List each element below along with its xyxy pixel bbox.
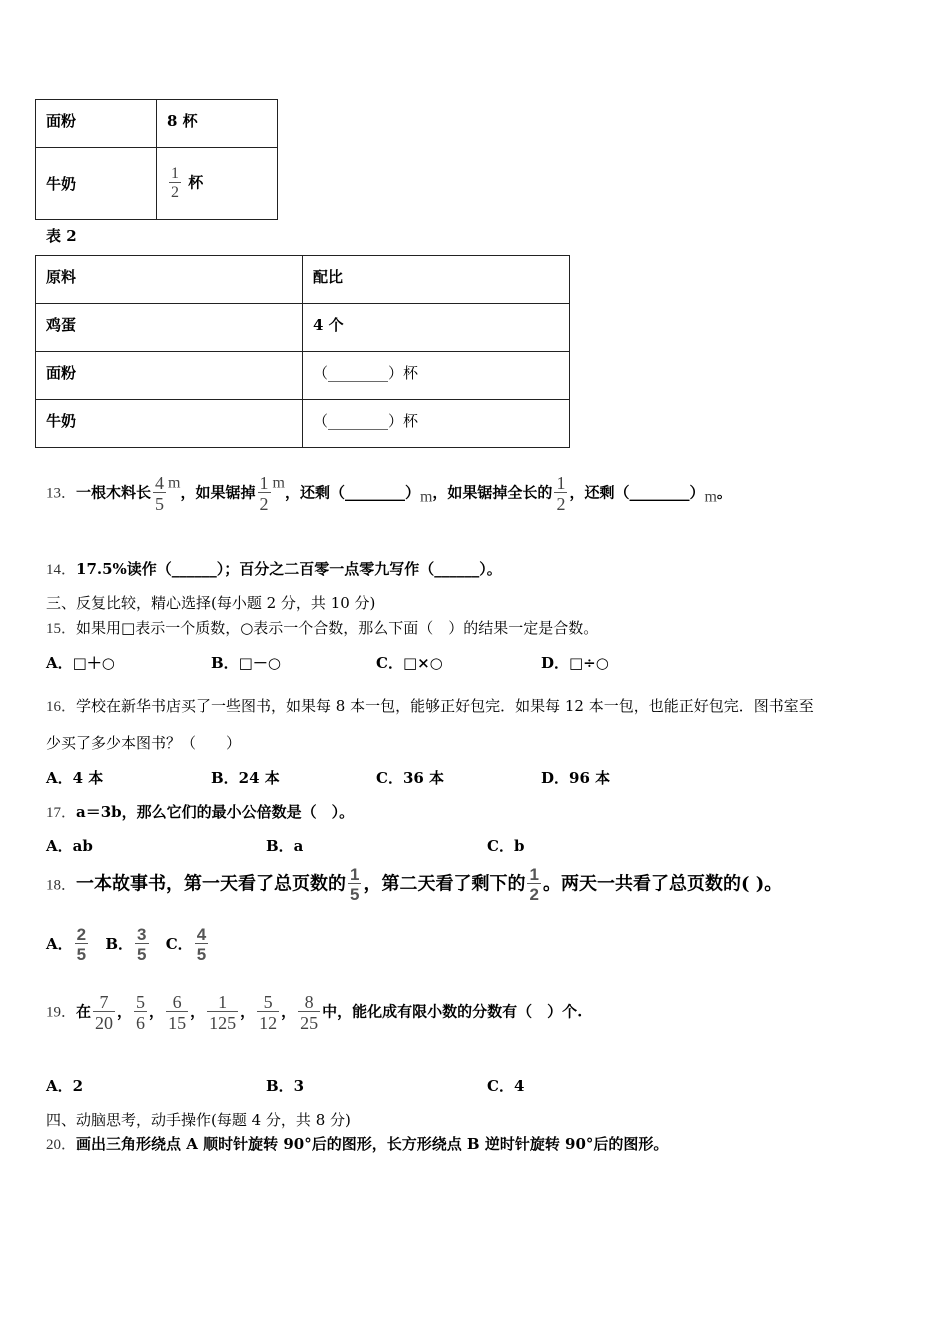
table1-value: 8 杯 xyxy=(157,100,278,148)
section-4-title: 四、动脑思考，动手操作(每题 4 分，共 8 分) xyxy=(46,1111,351,1129)
table2-value: 4 个 xyxy=(303,304,570,352)
option-c[interactable]: C． $\frac{4}{5}$ xyxy=(165,925,207,964)
fraction: $\frac{1}{2}$ xyxy=(556,473,566,514)
question-16-line1: 16．学校在新华书店买了一些图书，如果每 8 本一包，能够正好包完．如果每 12 本一包，也能正好包完．图书室至 xyxy=(46,697,814,715)
fraction: $\frac{2}{5}$ xyxy=(76,925,87,964)
question-16-line2: 少买了多少本图书？（ ） xyxy=(46,734,242,752)
option-a[interactable]: A．ab xyxy=(46,837,93,855)
option-c[interactable]: C．b xyxy=(487,837,525,855)
option-a[interactable]: A．2 xyxy=(46,1077,84,1095)
fraction: $\frac{3}{5}$ xyxy=(137,925,147,964)
fraction: $\frac{4}{5}$ xyxy=(196,925,207,964)
recipe-table-2 xyxy=(35,255,570,448)
question-18-options xyxy=(46,926,210,963)
recipe-table-1 xyxy=(35,99,278,220)
question-13: 13．一根木料长 $\frac{4}{5}$ m，如果锯掉 $\frac{1}{2}$ m，还剩（________）m，如果锯掉全长的 $\frac{1}{2}$ ，还剩（________）m。 xyxy=(46,473,732,514)
table2-answer-blank[interactable]: （________）杯 xyxy=(303,352,570,400)
option-c[interactable]: C．□×○ xyxy=(376,654,443,672)
table2-caption: 表 2 xyxy=(46,227,77,245)
table2-item: 鸡蛋 xyxy=(36,304,303,352)
table2-answer-blank[interactable]: （________）杯 xyxy=(303,400,570,448)
table2-header-material: 原料 xyxy=(36,256,303,304)
fraction: $\frac{7}{20}$ xyxy=(95,992,114,1033)
answer-blank[interactable]: ，还剩（________） xyxy=(284,483,420,502)
option-b[interactable]: B．3 xyxy=(266,1077,305,1095)
option-c[interactable]: C．4 xyxy=(487,1077,525,1095)
table1-item: 牛奶 xyxy=(36,148,157,220)
option-a[interactable]: A．4 本 xyxy=(46,769,104,787)
option-b[interactable]: B． $\frac{3}{5}$ xyxy=(105,925,147,964)
table1-item: 面粉 xyxy=(36,100,157,148)
table2-item: 牛奶 xyxy=(36,400,303,448)
fraction: $\frac{4}{5}$ xyxy=(155,473,165,514)
option-d[interactable]: D．96 本 xyxy=(541,769,611,787)
fraction: $\frac{1}{125}$ xyxy=(209,992,237,1033)
question-15: 15．如果用□表示一个质数，○表示一个合数，那么下面（ ）的结果一定是合数。 xyxy=(46,619,599,637)
fraction: $\frac{5}{6}$ xyxy=(136,992,146,1033)
fraction: $\frac{8}{25}$ xyxy=(300,992,319,1033)
option-b[interactable]: B．24 本 xyxy=(211,769,280,787)
fraction: $\frac{1}{2}$ xyxy=(529,865,539,904)
option-c[interactable]: C．36 本 xyxy=(376,769,445,787)
question-14: 14．17.5%读作（______）；百分之二百零一点零九写作（______）。 xyxy=(46,560,502,578)
option-a[interactable]: A．□＋○ xyxy=(46,654,115,672)
fraction: $\frac{6}{15}$ xyxy=(168,992,187,1033)
question-18: 18．一本故事书，第一天看了总页数的 $\frac{1}{5}$ ，第二天看了剩下的 $\frac{1}{2}$ 。两天一共看了总页数的( )。 xyxy=(46,865,783,904)
question-20: 20．画出三角形绕点 A 顺时针旋转 90°后的图形，长方形绕点 B 逆时针旋转 90°后的图形。 xyxy=(46,1135,669,1153)
option-b[interactable]: B．□－○ xyxy=(211,654,281,672)
question-19: 19．在 $\frac{7}{20}$ ， $\frac{5}{6}$ ， $\frac{6}{15}$ ， $\frac{1}{125}$ ， $\frac{5}{12}$ ， $\frac{8}{25}$ 中，能化成有限小数的分数有（ ）个. xyxy=(46,992,583,1033)
table1-value: $\frac{1}{2}$ 杯 xyxy=(157,148,278,220)
fraction: $\frac{5}{12}$ xyxy=(259,992,278,1033)
option-a[interactable]: A． $\frac{2}{5}$ xyxy=(46,925,87,964)
fraction: $\frac{1}{2}$ xyxy=(171,165,179,201)
option-d[interactable]: D．□÷○ xyxy=(541,654,609,672)
table2-item: 面粉 xyxy=(36,352,303,400)
option-b[interactable]: B．a xyxy=(266,837,304,855)
table2-header-ratio: 配比 xyxy=(303,256,570,304)
answer-blank[interactable]: ，还剩（________） xyxy=(569,483,705,502)
fraction: $\frac{1}{2}$ xyxy=(259,473,269,514)
question-17: 17．a＝3b，那么它们的最小公倍数是（ ）。 xyxy=(46,803,355,821)
section-3-title: 三、反复比较，精心选择(每小题 2 分，共 10 分) xyxy=(46,594,376,612)
fraction: $\frac{1}{5}$ xyxy=(350,865,360,904)
